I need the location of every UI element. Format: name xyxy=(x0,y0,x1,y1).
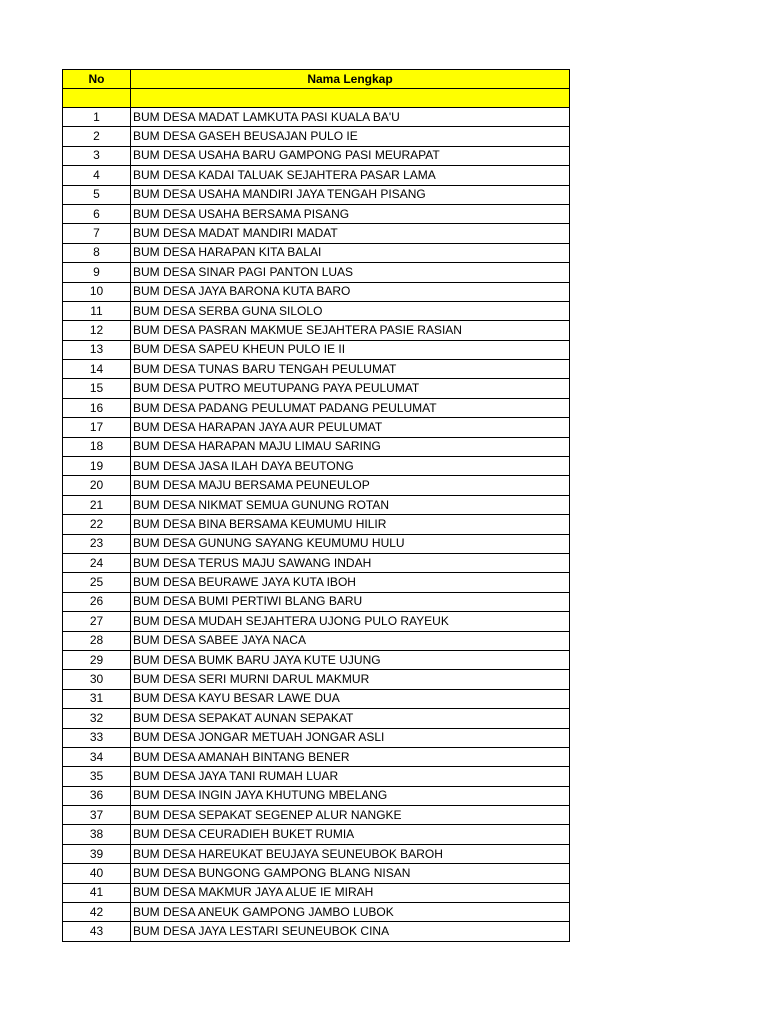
table-row xyxy=(63,340,570,359)
row-number: 11 xyxy=(63,301,131,320)
row-number: 37 xyxy=(63,806,131,825)
row-number: 30 xyxy=(63,670,131,689)
row-number: 19 xyxy=(63,457,131,476)
table-row xyxy=(63,166,570,185)
table-row xyxy=(63,398,570,417)
row-name: BUM DESA MAKMUR JAYA ALUE IE MIRAH xyxy=(131,883,570,902)
row-number: 39 xyxy=(63,844,131,863)
row-number: 16 xyxy=(63,398,131,417)
row-name: BUM DESA SABEE JAYA NACA xyxy=(131,631,570,650)
table-row xyxy=(63,418,570,437)
row-number: 13 xyxy=(63,340,131,359)
row-name: BUM DESA SERI MURNI DARUL MAKMUR xyxy=(131,670,570,689)
row-number: 1 xyxy=(63,108,131,127)
row-number: 35 xyxy=(63,767,131,786)
row-number: 2 xyxy=(63,127,131,146)
row-number: 36 xyxy=(63,786,131,805)
table-row xyxy=(63,689,570,708)
row-name: BUM DESA SEPAKAT SEGENEP ALUR NANGKE xyxy=(131,806,570,825)
row-number: 14 xyxy=(63,360,131,379)
table-row xyxy=(63,146,570,165)
table-row xyxy=(63,437,570,456)
row-number: 32 xyxy=(63,709,131,728)
table-row xyxy=(63,108,570,127)
row-number: 41 xyxy=(63,883,131,902)
row-name: BUM DESA MADAT MANDIRI MADAT xyxy=(131,224,570,243)
row-number: 21 xyxy=(63,495,131,514)
table-row xyxy=(63,360,570,379)
row-name: BUM DESA TERUS MAJU SAWANG INDAH xyxy=(131,553,570,572)
row-name: BUM DESA BUMK BARU JAYA KUTE UJUNG xyxy=(131,650,570,669)
row-number: 23 xyxy=(63,534,131,553)
table-row xyxy=(63,728,570,747)
table-row xyxy=(63,747,570,766)
row-name: BUM DESA USAHA BERSAMA PISANG xyxy=(131,204,570,223)
bumdes-table xyxy=(62,69,570,942)
row-name: BUM DESA USAHA BARU GAMPONG PASI MEURAPAT xyxy=(131,146,570,165)
table-row xyxy=(63,282,570,301)
row-name: BUM DESA PASRAN MAKMUE SEJAHTERA PASIE RASIAN xyxy=(131,321,570,340)
row-number: 43 xyxy=(63,922,131,941)
row-number: 42 xyxy=(63,903,131,922)
row-name: BUM DESA HARAPAN KITA BALAI xyxy=(131,243,570,262)
table-row xyxy=(63,553,570,572)
table-row xyxy=(63,864,570,883)
table-row xyxy=(63,825,570,844)
row-name: BUM DESA KAYU BESAR LAWE DUA xyxy=(131,689,570,708)
table-row xyxy=(63,612,570,631)
table-row xyxy=(63,534,570,553)
row-number: 4 xyxy=(63,166,131,185)
row-number: 10 xyxy=(63,282,131,301)
row-name: BUM DESA JAYA LESTARI SEUNEUBOK CINA xyxy=(131,922,570,941)
row-name: BUM DESA MAJU BERSAMA PEUNEULOP xyxy=(131,476,570,495)
row-name: BUM DESA JAYA BARONA KUTA BARO xyxy=(131,282,570,301)
table-row xyxy=(63,573,570,592)
table-row xyxy=(63,767,570,786)
row-name: BUM DESA BUMI PERTIWI BLANG BARU xyxy=(131,592,570,611)
table-row xyxy=(63,631,570,650)
row-number: 6 xyxy=(63,204,131,223)
row-name: BUM DESA BINA BERSAMA KEUMUMU HILIR xyxy=(131,515,570,534)
row-name: BUM DESA PUTRO MEUTUPANG PAYA PEULUMAT xyxy=(131,379,570,398)
row-name: BUM DESA SINAR PAGI PANTON LUAS xyxy=(131,263,570,282)
header-no: No xyxy=(63,70,131,89)
table-row xyxy=(63,670,570,689)
row-name: BUM DESA MUDAH SEJAHTERA UJONG PULO RAYEUK xyxy=(131,612,570,631)
row-number: 15 xyxy=(63,379,131,398)
row-name: BUM DESA SAPEU KHEUN PULO IE II xyxy=(131,340,570,359)
row-name: BUM DESA BUNGONG GAMPONG BLANG NISAN xyxy=(131,864,570,883)
table-row xyxy=(63,709,570,728)
table-row xyxy=(63,224,570,243)
row-name: BUM DESA HARAPAN JAYA AUR PEULUMAT xyxy=(131,418,570,437)
table-row xyxy=(63,922,570,941)
table-row xyxy=(63,806,570,825)
row-number: 20 xyxy=(63,476,131,495)
row-name: BUM DESA PADANG PEULUMAT PADANG PEULUMAT xyxy=(131,398,570,417)
row-name: BUM DESA JASA ILAH DAYA BEUTONG xyxy=(131,457,570,476)
row-name: BUM DESA USAHA MANDIRI JAYA TENGAH PISANG xyxy=(131,185,570,204)
header-row xyxy=(63,70,570,89)
row-name: BUM DESA SERBA GUNA SILOLO xyxy=(131,301,570,320)
header-nama-lengkap: Nama Lengkap xyxy=(131,70,570,89)
table-row xyxy=(63,321,570,340)
table-row xyxy=(63,185,570,204)
row-name: BUM DESA INGIN JAYA KHUTUNG MBELANG xyxy=(131,786,570,805)
row-name: BUM DESA BEURAWE JAYA KUTA IBOH xyxy=(131,573,570,592)
table-row xyxy=(63,786,570,805)
row-number: 29 xyxy=(63,650,131,669)
table-row xyxy=(63,883,570,902)
row-name: BUM DESA KADAI TALUAK SEJAHTERA PASAR LAMA xyxy=(131,166,570,185)
row-name: BUM DESA ANEUK GAMPONG JAMBO LUBOK xyxy=(131,903,570,922)
table-row xyxy=(63,476,570,495)
row-name: BUM DESA GASEH BEUSAJAN PULO IE xyxy=(131,127,570,146)
row-number: 3 xyxy=(63,146,131,165)
row-number: 18 xyxy=(63,437,131,456)
table-row xyxy=(63,204,570,223)
row-name: BUM DESA AMANAH BINTANG BENER xyxy=(131,747,570,766)
table-row xyxy=(63,127,570,146)
row-name: BUM DESA JONGAR METUAH JONGAR ASLI xyxy=(131,728,570,747)
table-row xyxy=(63,301,570,320)
row-name: BUM DESA CEURADIEH BUKET RUMIA xyxy=(131,825,570,844)
row-name: BUM DESA SEPAKAT AUNAN SEPAKAT xyxy=(131,709,570,728)
row-name: BUM DESA GUNUNG SAYANG KEUMUMU HULU xyxy=(131,534,570,553)
row-number: 26 xyxy=(63,592,131,611)
table-row xyxy=(63,379,570,398)
row-number: 31 xyxy=(63,689,131,708)
row-number: 34 xyxy=(63,747,131,766)
row-number: 33 xyxy=(63,728,131,747)
row-name: BUM DESA JAYA TANI RUMAH LUAR xyxy=(131,767,570,786)
row-number: 40 xyxy=(63,864,131,883)
table-row xyxy=(63,515,570,534)
row-number: 27 xyxy=(63,612,131,631)
row-number: 22 xyxy=(63,515,131,534)
table-row xyxy=(63,592,570,611)
row-number: 12 xyxy=(63,321,131,340)
table-row xyxy=(63,243,570,262)
table-row xyxy=(63,263,570,282)
row-number: 17 xyxy=(63,418,131,437)
table-row xyxy=(63,844,570,863)
row-number: 38 xyxy=(63,825,131,844)
table-row xyxy=(63,457,570,476)
blank-cell-no xyxy=(63,89,131,108)
row-number: 5 xyxy=(63,185,131,204)
row-number: 24 xyxy=(63,553,131,572)
row-name: BUM DESA NIKMAT SEMUA GUNUNG ROTAN xyxy=(131,495,570,514)
row-number: 9 xyxy=(63,263,131,282)
row-name: BUM DESA HAREUKAT BEUJAYA SEUNEUBOK BAROH xyxy=(131,844,570,863)
blank-header-row xyxy=(63,89,570,108)
row-number: 8 xyxy=(63,243,131,262)
row-number: 25 xyxy=(63,573,131,592)
row-number: 28 xyxy=(63,631,131,650)
blank-cell-name xyxy=(131,89,570,108)
row-name: BUM DESA MADAT LAMKUTA PASI KUALA BA'U xyxy=(131,108,570,127)
table-row xyxy=(63,650,570,669)
table-row xyxy=(63,495,570,514)
table-row xyxy=(63,903,570,922)
row-number: 7 xyxy=(63,224,131,243)
row-name: BUM DESA HARAPAN MAJU LIMAU SARING xyxy=(131,437,570,456)
row-name: BUM DESA TUNAS BARU TENGAH PEULUMAT xyxy=(131,360,570,379)
